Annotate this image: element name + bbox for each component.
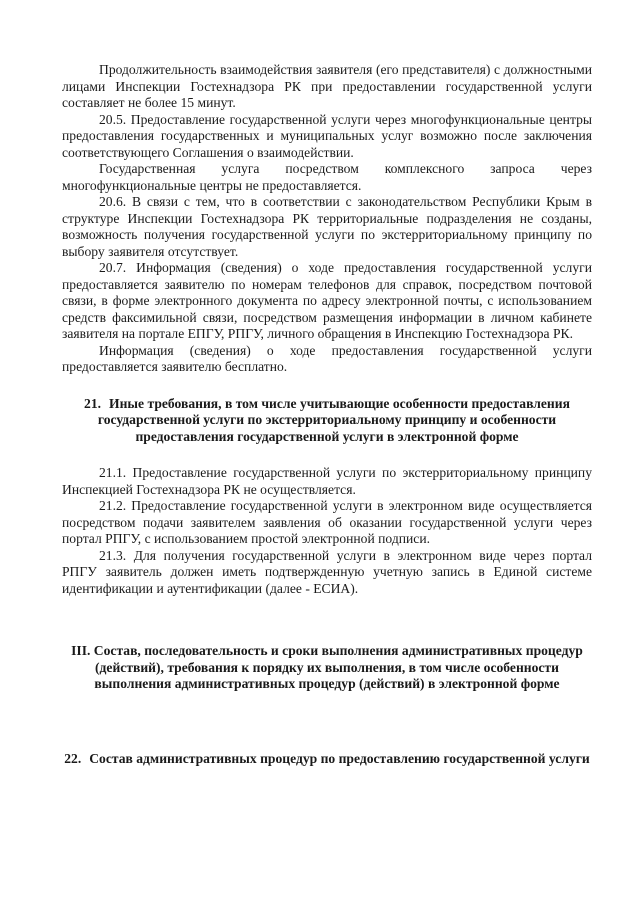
paragraph-20-7: 20.7. Информация (сведения) о ходе предоставления государственной услуги предоставляется заявителю по номерам телефонов для справок, посредством почтовой связи, в форме электронного документа по адресу электронной почты, с использованием средств факсимильной связи, посредством размещения информации в личном кабинете заявителя на портале ЕПГУ, РПГУ, личного обращения в Инспекцию Гостехнадзора РК. <box>62 260 592 341</box>
section-22-heading <box>62 751 592 768</box>
section-22-number: 22. <box>64 750 82 766</box>
section-22-title: Состав административных процедур по предоставлению государственной услуги <box>89 750 590 766</box>
section-21-number: 21. <box>84 395 102 411</box>
paragraph-info-free: Информация (сведения) о ходе предоставления государственной услуги предоставляется заявителю бесплатно. <box>62 342 592 374</box>
section-21-title: Иные требования, в том числе учитывающие особенности предоставления государственной услуги по экстерриториальному принципу и особенности предоставления государственной услуги в электронной форме <box>97 395 570 444</box>
document-page <box>62 62 592 767</box>
paragraph-21-2: 21.2. Предоставление государственной услуги в электронном виде осуществляется посредством подачи заявителем заявления об оказании государственной услуги через портал РПГУ, с использованием простой электронной подписи. <box>62 498 592 546</box>
chapter-III-heading: III. Состав, последовательность и сроки выполнения административных процедур (действий), требования к порядку их выполнения, в том числе особенности выполнения административных процедур (действий) в электронной форме <box>71 643 583 691</box>
paragraph-21-1: 21.1. Предоставление государственной услуги по экстерриториальному принципу Инспекцией Гостехнадзора РК не осуществляется. <box>62 465 592 497</box>
paragraph-20-6: 20.6. В связи с тем, что в соответствии с законодательством Республики Крым в структуре Инспекции Гостехнадзора РК территориальные подразделения не созданы, возможность получения государственной услуги по экстерриториальному принципу по выбору заявителя отсутствует. <box>62 194 592 259</box>
paragraph-complex-request: Государственная услуга посредством комплексного запроса через многофункциональные центры не предоставляется. <box>62 161 592 193</box>
paragraph-interaction-duration: Продолжительность взаимодействия заявителя (его представителя) с должностными лицами Инспекции Гостехнадзора РК при предоставлении государственной услуги составляет не более 15 минут. <box>62 62 592 110</box>
section-21-heading <box>62 396 592 446</box>
paragraph-20-5: 20.5. Предоставление государственной услуги через многофункциональные центры предоставления государственных и муниципальных услуг возможно после заключения соответствующего Соглашения о взаимодействии. <box>62 111 592 160</box>
paragraph-21-3: 21.3. Для получения государственной услуги в электронном виде через портал РПГУ заявитель должен иметь подтвержденную учетную запись в Единой системе идентификации и аутентификации (далее - ЕСИА). <box>62 547 592 596</box>
